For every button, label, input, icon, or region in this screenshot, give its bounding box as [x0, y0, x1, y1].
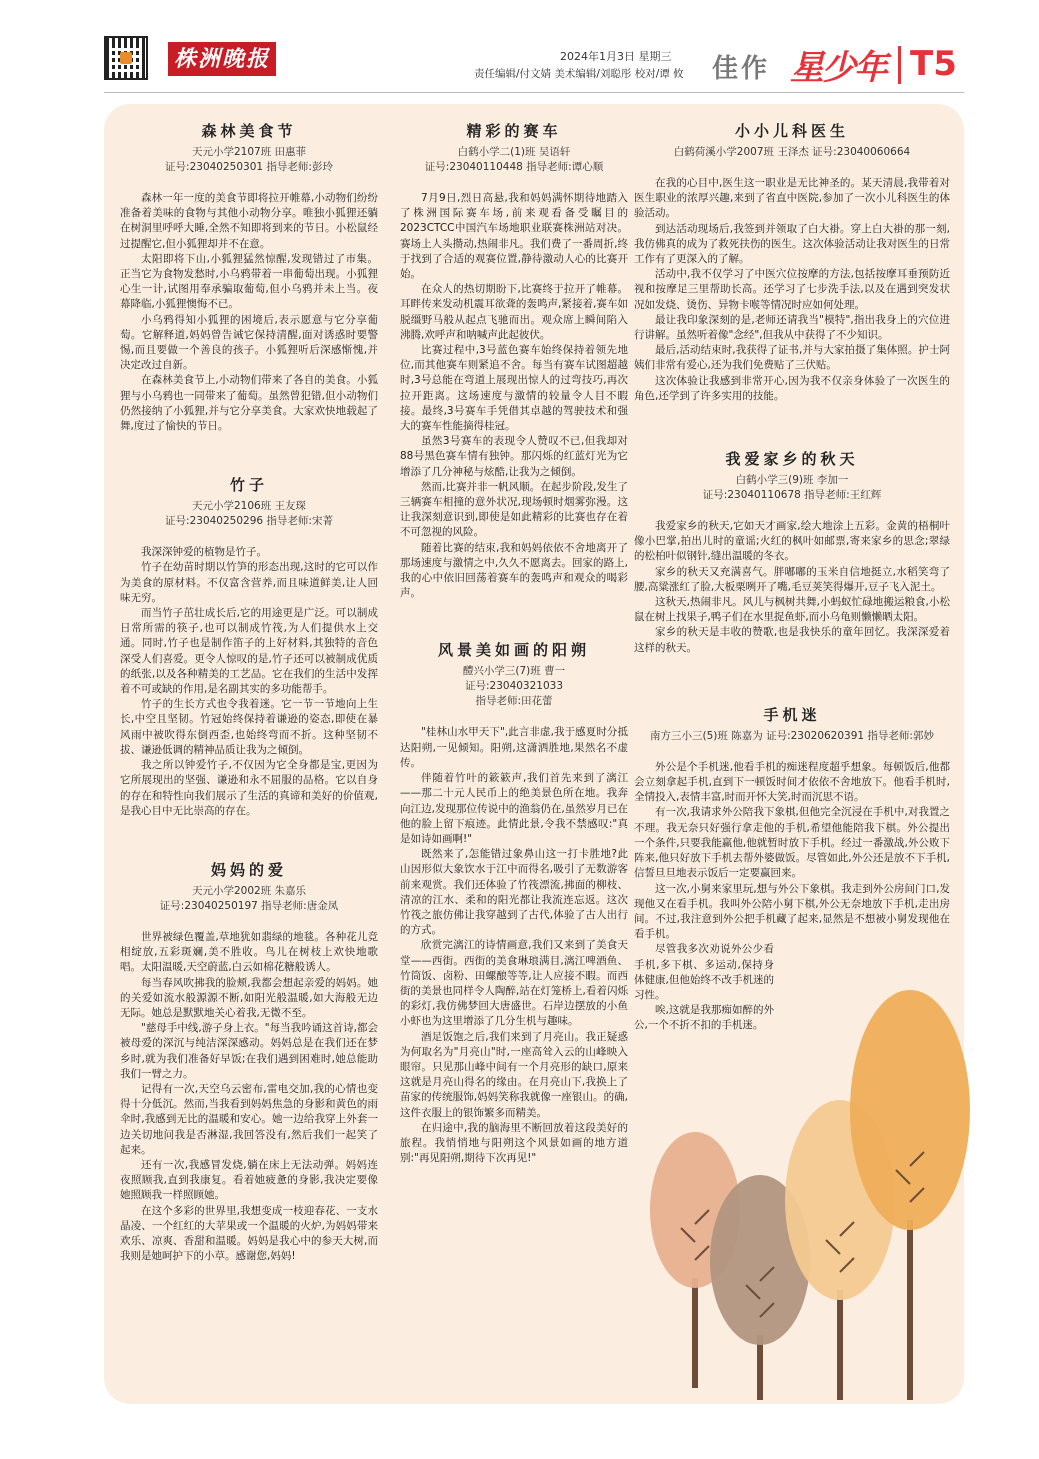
paragraph: 最让我印象深刻的是,老师还请我当"模特",指出我身上的穴位进行讲解。虽然听着像"念经",但我从中获得了不少知识。 — [634, 313, 950, 342]
article — [120, 835, 378, 1264]
column-1 — [120, 116, 378, 1280]
paragraph: 酒足饭饱之后,我们来到了月亮山。我正疑惑为何取名为"月亮山"时,一座高耸入云的山峰映入眼帘。只见那山峰中间有一个月亮形的缺口,原来这就是月亮山得名的缘由。在月亮山下,我换上了苗家的传统服饰,妈妈笑称我就像一座银山。的确,这件衣服上的银饰繁多而精美。 — [400, 1030, 628, 1119]
header-rule — [104, 92, 964, 93]
tree-trunk — [692, 1278, 698, 1388]
paragraph: 在这个多彩的世界里,我想变成一枝迎春花、一支水晶凌、一个红红的大苹果或一个温暖的火炉,为妈妈带来欢乐、凉爽、香甜和温暖。妈妈是我心中的参天大树,而我则是她呵护下的小草。感谢您,妈妈! — [120, 1204, 378, 1263]
article-byline: 证号:23040110448 指导老师:谭心顺 — [424, 161, 604, 173]
paragraph: 比赛过程中,3号蓝色赛车始终保持着领先地位,而其他赛车则紧追不舍。每当有赛车试图超越时,3号总能在弯道上展现出惊人的过弯技巧,再次拉开距离。这场速度与激情的较量令人目不暇接。最终,3号赛车手凭借其卓越的驾驶技术和强大的赛车性能摘得桂冠。 — [400, 344, 628, 433]
article-byline: 南方三小三(5)班 陈嘉为 证号:23020620391 指导老师:郭妙 — [650, 729, 934, 742]
article — [634, 420, 950, 656]
article-body — [400, 191, 628, 601]
paragraph: 既然来了,怎能错过象鼻山这一打卡胜地?此山因形似大象饮水于江中而得名,吸引了无数游客前来观赏。我们还体验了竹筏漂流,拂面的柳枝、清凉的江水、柔和的阳光都让我流连忘返。这次竹筏之旅仿佛让我穿越到了古代,体验了古人出行的方式。 — [400, 848, 628, 937]
paragraph: 欣赏完漓江的诗情画意,我们又来到了美食天堂——西街。西街的美食琳琅满目,漓江啤酒鱼、竹筒饭、卤粉、田螺酿等等,让人应接不暇。而西街的美景也同样令人陶醉,站在灯笼桥上,看着闪烁的彩灯,我仿佛梦回大唐盛世。石岸边摆放的小鱼小虾也为这里增添了几分生机与趣味。 — [400, 939, 628, 1028]
article-title: 风景美如画的阳朔 — [437, 641, 590, 660]
brand-divider — [898, 46, 901, 84]
paragraph: 森林一年一度的美食节即将拉开帷幕,小动物们纷纷准备着美味的食物与其他小动物分享。唯独小狐狸还躺在树洞里呼呼大睡,全然不知即将到来的节日。小松鼠经过提醒它,但小狐狸却并不在意。 — [120, 192, 378, 250]
paragraph: 外公是个手机迷,他看手机的痴迷程度超乎想象。每顿饭后,他都会立刻拿起手机,直到下一顿饭时间才依依不舍地放下。他看手机时,全情投入,表情丰富,时而开怀大笑,时而沉思不语。 — [634, 760, 950, 804]
article-title: 我爱家乡的秋天 — [725, 450, 859, 469]
paragraph: 活动中,我不仅学习了中医穴位按摩的方法,包括按摩耳垂预防近视和按摩足三里帮助长高。还学习了七步洗手法,以及在遇到突发状况如发烧、烫伤、异物卡喉等情况时应如何处理。 — [634, 268, 950, 311]
paragraph: 在森林美食节上,小动物们带来了各自的美食。小狐狸与小乌鸦也一同带来了葡萄。虽然曾犯错,但小动物们仍然接纳了小狐狸,并与它分享美食。大家欢快地载起了舞,度过了愉快的节日。 — [120, 374, 378, 433]
article-byline: 白鹤小学二(1)班 吴语轩 — [457, 146, 571, 158]
paragraph: 唉,这就是我那痴如醉的外公,一个不折不扣的手机迷。 — [634, 1004, 774, 1032]
tree-crown — [850, 990, 970, 1230]
paragraph: 家乡的秋天又充满喜气。胖嘟嘟的玉米自信地挺立,水稻笑弯了腰,高粱涨红了脸,大板栗咧开了嘴,毛豆荚笑得爆开,豆子飞入泥土。 — [634, 565, 950, 593]
paragraph: 尽管我多次劝说外公少看手机,多下棋、多运动,保持身体健康,但他始终不改手机迷的习性。 — [634, 943, 774, 1001]
paragraph: 世界被绿色覆盖,草地犹如翡绿的地毯。各种花儿竞相绽放,五彩斑斓,美不胜收。鸟儿在树枝上欢快地歌唱。太阳温暖,天空蔚蓝,白云如棉花糖般诱人。 — [120, 930, 378, 974]
paragraph: 竹子的生长方式也令我着迷。它一节一节地向上生长,中空且坚韧。竹冠始终保持着谦逊的姿态,即使在暴风雨中被吹得东倒西歪,也始终弯而不折。这种坚韧不拔、谦逊低调的精神品质让我为之倾倒。 — [120, 698, 378, 756]
paragraph: 伴随着竹叶的簌簌声,我们首先来到了漓江——那二十元人民币上的绝美景色所在地。我奔向江边,发现那位传说中的渔翁仍在,虽然岁月已在他的脸上留下痕迹。此情此景,令我不禁感叹:"真是如诗如画啊!" — [400, 772, 628, 845]
paragraph: 记得有一次,天空乌云密布,雷电交加,我的心情也变得十分低沉。然而,当我看到妈妈焦急的身影和黄色的雨伞时,我感到无比的温暖和安心。她一边给我穿上外套一边关切地问我是否淋湿,我回答没有,然后我们一起笑了起来。 — [120, 1082, 378, 1156]
paragraph: 然而,比赛并非一帆风顺。在起步阶段,发生了三辆赛车相撞的意外状况,现场顿时烟雾弥漫。这让我深刻意识到,即使是如此精彩的比赛也存在着不可忽视的风险。 — [400, 480, 628, 539]
paragraph: 最后,活动结束时,我获得了证书,并与大家拍摄了集体照。护士阿姨们非常有爱心,还为我们免费贴了三伏贴。 — [634, 344, 950, 372]
paragraph: "慈母手中线,游子身上衣。"每当我吟诵这首诗,都会被母爱的深沉与纯洁深深感动。妈妈总是在我们还在梦乡时,就为我们准备好早饭;在我们遇到困难时,她总能助我们一臂之力。 — [120, 1022, 378, 1080]
article — [400, 120, 628, 601]
article-byline: 指导老师:田花蕾 — [475, 695, 553, 708]
paragraph: 我深深钟爱的植物是竹子。 — [141, 546, 267, 559]
article-title: 手机迷 — [763, 705, 821, 724]
newspaper-logo: 株洲晚报 — [168, 42, 276, 76]
paragraph: 在众人的热切期盼下,比赛终于拉开了帷幕。耳畔传来发动机震耳欲聋的轰鸣声,紧接着,赛车如脱缰野马般从起点飞驰而出。观众席上瞬间陷入沸腾,欢呼声和呐喊声此起彼伏。 — [400, 283, 628, 341]
section-title: 佳作 — [712, 54, 771, 84]
article-byline: 证号:23040250301 指导老师:彭玲 — [165, 161, 333, 173]
column-3 — [634, 116, 950, 1050]
article-body — [634, 176, 950, 404]
qr-code-icon — [104, 36, 148, 80]
article — [120, 120, 378, 434]
paragraph: 家乡的秋天是丰收的赞歌,也是我快乐的童年回忆。我深深爱着这样的秋天。 — [634, 626, 950, 654]
paragraph: 这次体验让我感到非常开心,因为我不仅亲身体验了一次医生的角色,还学到了许多实用的技能。 — [634, 374, 950, 402]
article-body — [634, 519, 950, 656]
page-number: T5 — [910, 44, 957, 84]
paragraph: 而当竹子茁壮成长后,它的用途更是广泛。可以制成日常所需的筷子,也可以制成竹筏,为人们提供水上交通。同时,竹子也是制作笛子的上好材料,其独特的音色深受人们喜爱。更令人惊叹的是,竹子还可以被制成优质的纸张,以及各种精美的工艺品。它在我们的生活中发挥着不可或缺的作用,是名副其实的多功能帮手。 — [120, 607, 378, 696]
article — [120, 450, 378, 819]
paragraph: 我之所以钟爱竹子,不仅因为它全身都是宝,更因为它所展现出的坚强、谦逊和永不屈服的品格。它以自身的存在和特性向我们展示了生活的真谛和美好的价值观,是我心目中无比崇高的存在。 — [120, 759, 378, 817]
article-body — [120, 930, 378, 1264]
article-title: 森林美食节 — [201, 122, 297, 140]
article-title: 妈妈的爱 — [210, 860, 287, 879]
paragraph: 随着比赛的结束,我和妈妈依依不舍地离开了那场速度与激情之中,久久不愿离去。回家的路上,我的心中依旧回荡着赛车的轰鸣声和观众的喝彩声。 — [400, 541, 628, 600]
paragraph: 太阳即将下山,小狐狸猛然惊醒,发现错过了市集。正当它为食物发愁时,小乌鸦带着一串葡萄出现。小狐狸心生一计,试图用奉承骗取葡萄,但小乌鸦并未上当。夜幕降临,小狐狸懊悔不已。 — [120, 252, 378, 311]
paragraph: 在我的心目中,医生这一职业是无比神圣的。某天清晨,我带着对医生职业的浓厚兴趣,来到了省直中医院,参加了一次小儿科医生的体验活动。 — [634, 177, 950, 220]
paragraph: 有一次,我请求外公陪我下象棋,但他完全沉浸在手机中,对我置之不理。我无奈只好强行拿走他的手机,希望他能陪我下棋。外公提出一个条件,只要我能赢他,他就暂时放下手机。经过一番激战,外公败下阵来,他只好放下手机去帮外婆做饭。尽管如此,外公还是放不下手机,信誓旦旦地表示饭后一定要赢回来。 — [634, 806, 950, 880]
article-title: 精彩的赛车 — [466, 122, 562, 140]
autumn-trees-illustration — [640, 960, 970, 1400]
article-body — [400, 725, 628, 1166]
tree-trunk — [837, 1290, 843, 1400]
article-byline: 证号:23040321033 — [464, 680, 564, 693]
paragraph: 小乌鸦得知小狐狸的困境后,表示愿意与它分享葡萄。它解释道,妈妈曾告诫它保持清醒,面对诱惑时要警惕,而且要做一个善良的孩子。小狐狸听后深感惭愧,并决定改过自新。 — [120, 313, 378, 372]
paragraph: 7月9日,烈日高悬,我和妈妈满怀期待地踏入了株洲国际赛车场,前来观看备受瞩目的2023CTCC中国汽车场地职业联赛株洲站对决。赛场上人头攒动,热闹非凡。我们费了一番周折,终于找到了合适的观赛位置,静待激动人心的比赛开始。 — [400, 192, 628, 281]
article-body — [120, 191, 378, 434]
article-byline: 白鹤小学三(9)班 李加一 — [735, 474, 849, 487]
article-byline: 证号:23040110678 指导老师:王红辉 — [702, 489, 882, 502]
paragraph: 在归途中,我的脑海里不断回放着这段美好的旅程。我悄悄地与阳朔这个风景如画的地方道别:"再见阳朔,期待下次再见!" — [400, 1121, 628, 1165]
article-byline: 证号:23040250296 指导老师:宋菁 — [165, 515, 333, 528]
article — [634, 120, 950, 404]
paragraph: 我爱家乡的秋天,它如天才画家,绘大地涂上五彩。金黄的梧桐叶像小巴掌,拍出儿时的童谣;火红的枫叶如邮票,寄来家乡的思念;翠绿的松柏叶似钢针,缝出温暖的冬衣。 — [634, 520, 950, 563]
paragraph: 这一次,小舅来家里玩,想与外公下象棋。我走到外公房间门口,发现他又在看手机。我叫外公陪小舅下棋,外公无奈地放下手机,走出房间。不过,我注意到外公把手机藏了起来,显然是不想被小舅发现他在看手机。 — [634, 882, 950, 941]
paragraph: 这秋天,热闹非凡。风儿与枫树共舞,小蚂蚁忙碌地搬运粮食,小松鼠在树上找果子,鸭子们在水里捉鱼虾,而小乌龟则懒懒晒太阳。 — [634, 596, 950, 624]
paragraph: "桂林山水甲天下",此言非虚,我于感夏时分抵达阳朔,一见倾知。阳朔,这潇洒胜地,果然名不虚传。 — [400, 726, 628, 769]
paragraph: 每当春风吹拂我的脸颊,我都会想起亲爱的妈妈。她的关爱如流水般源源不断,如阳光般温暖,如大海般无边无际。她总是默默地关心着我,无微不至。 — [120, 976, 378, 1019]
paragraph: 还有一次,我感冒发烧,躺在床上无法动弹。妈妈连夜照顾我,直到我康复。看着她疲惫的身影,我决定要像她照顾我一样照顾她。 — [120, 1158, 378, 1202]
staff-credits: 责任编辑/付文婧 美术编辑/刘聪彤 校对/谭 攸 — [474, 68, 684, 80]
issue-date: 2024年1月3日 星期三 — [560, 50, 672, 63]
paragraph: 到达活动现场后,我签到并领取了白大褂。穿上白大褂的那一刻,我仿佛真的成为了救死扶伤的医生。这次体验活动让我对医生的日常工作有了更深入的了解。 — [634, 222, 950, 266]
article-byline: 证号:23040250197 指导老师:唐金凤 — [159, 899, 339, 912]
article-byline: 白鹤荷溪小学2007班 王泽杰 证号:23040060664 — [673, 146, 911, 158]
article-body — [120, 545, 378, 819]
article-byline: 天元小学2002班 朱嘉乐 — [191, 884, 307, 897]
paragraph: 虽然3号赛车的表现令人赞叹不已,但我却对88号黑色赛车情有独钟。那闪烁的红蓝灯光为它增添了几分神秘与炫酷,让我为之倾倒。 — [400, 435, 628, 478]
article-title: 小小儿科医生 — [734, 122, 849, 140]
article-byline: 天元小学2107班 田惠菲 — [191, 146, 307, 158]
article-title: 竹子 — [229, 476, 268, 495]
tree-trunk — [907, 1220, 913, 1400]
article-byline: 天元小学2106班 王友琛 — [191, 500, 307, 513]
section-brand: 星少年 — [790, 48, 886, 88]
paragraph: 竹子在幼苗时期以竹笋的形态出现,这时的它可以作为美食的原材料。不仅富含营养,而且味道鲜美,让人回味无穷。 — [120, 561, 378, 604]
article — [400, 617, 628, 1166]
column-2 — [400, 116, 628, 1182]
page-header — [0, 0, 1039, 110]
article-byline: 醴兴小学三(7)班 曹一 — [462, 665, 566, 678]
